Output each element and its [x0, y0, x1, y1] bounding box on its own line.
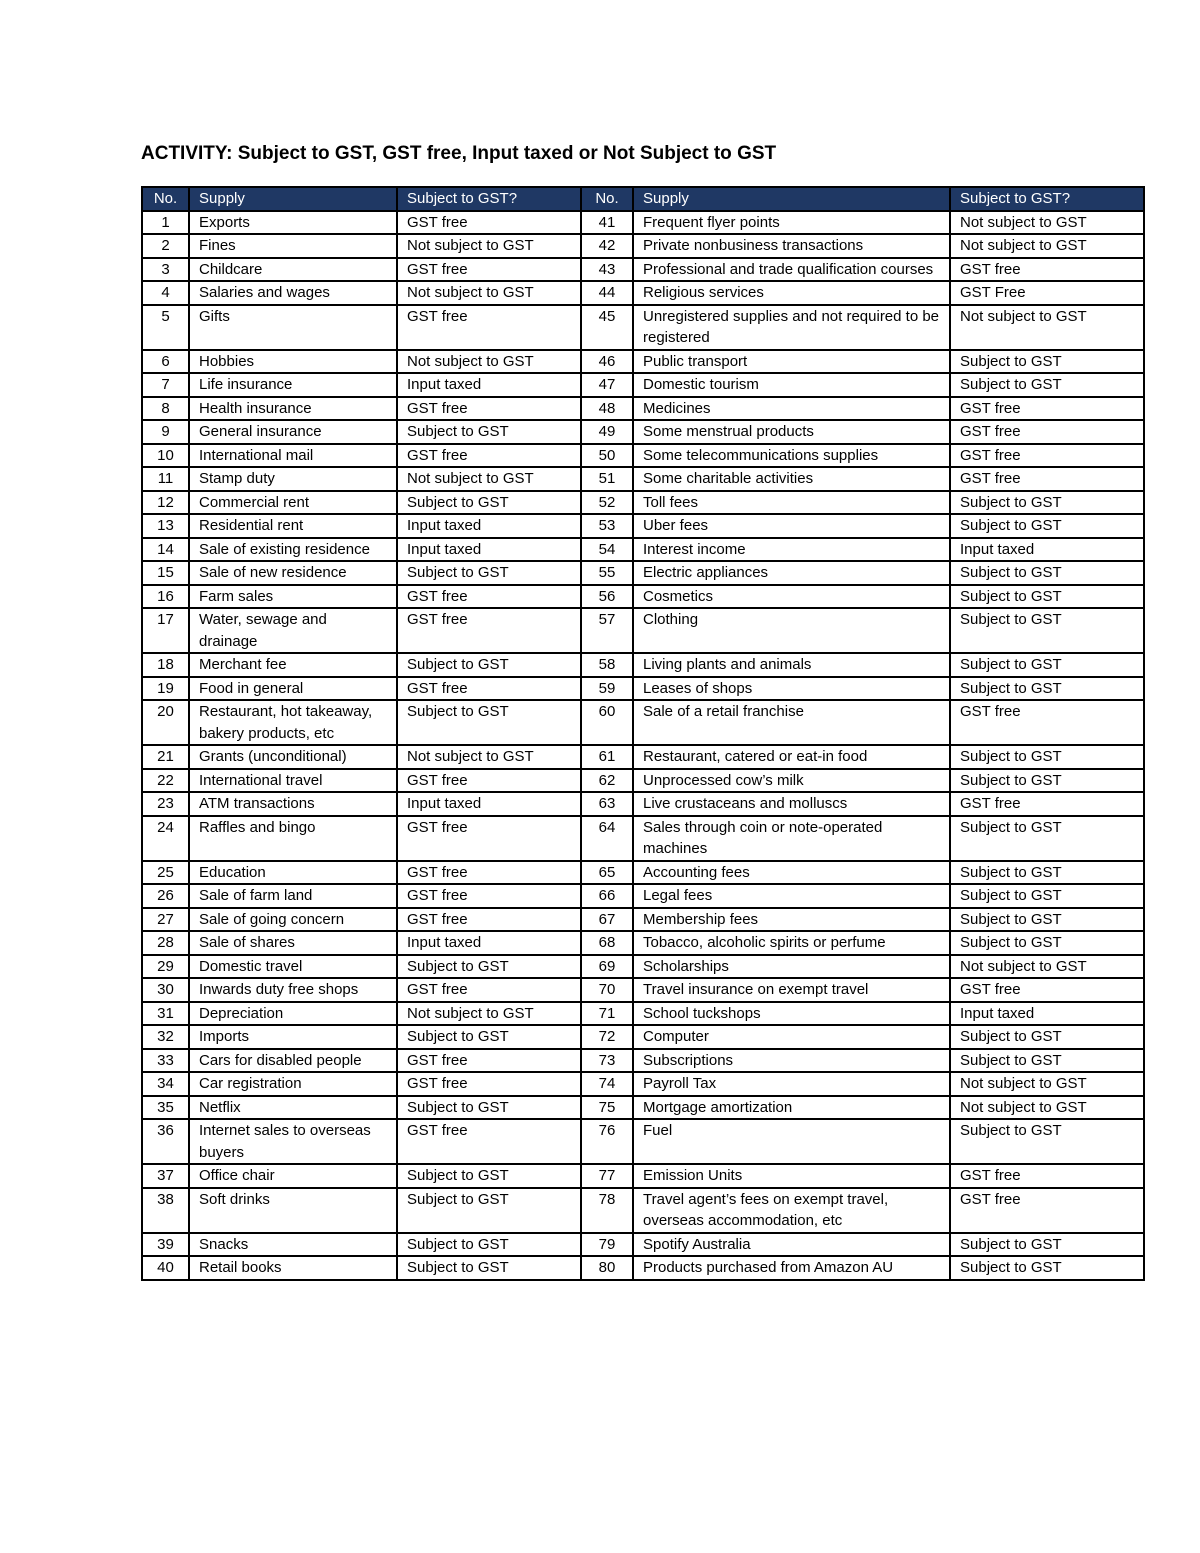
supply-name: International travel [189, 769, 397, 793]
supply-name: Internet sales to overseas buyers [189, 1119, 397, 1164]
row-number: 29 [142, 955, 189, 979]
gst-status: Subject to GST [950, 350, 1144, 374]
supply-name: Religious services [633, 281, 950, 305]
gst-status: Subject to GST [950, 769, 1144, 793]
supply-name: Professional and trade qualification courses [633, 258, 950, 282]
row-number: 15 [142, 561, 189, 585]
supply-name: Products purchased from Amazon AU [633, 1256, 950, 1280]
row-number: 63 [581, 792, 633, 816]
supply-name: Education [189, 861, 397, 885]
row-number: 71 [581, 1002, 633, 1026]
supply-name: Food in general [189, 677, 397, 701]
gst-status: Input taxed [397, 538, 581, 562]
gst-status: Subject to GST [950, 861, 1144, 885]
row-number: 12 [142, 491, 189, 515]
supply-name: Sale of a retail franchise [633, 700, 950, 745]
row-number: 31 [142, 1002, 189, 1026]
supply-name: Residential rent [189, 514, 397, 538]
gst-status: Subject to GST [950, 1256, 1144, 1280]
gst-status: GST free [950, 1188, 1144, 1233]
supply-name: Office chair [189, 1164, 397, 1188]
supply-name: Fuel [633, 1119, 950, 1164]
supply-name: Fines [189, 234, 397, 258]
page-title: ACTIVITY: Subject to GST, GST free, Input taxed or Not Subject to GST [141, 143, 777, 164]
table-row [142, 234, 1144, 258]
supply-name: Uber fees [633, 514, 950, 538]
row-number: 23 [142, 792, 189, 816]
supply-name: Tobacco, alcoholic spirits or perfume [633, 931, 950, 955]
supply-name: Commercial rent [189, 491, 397, 515]
table-row [142, 444, 1144, 468]
row-number: 30 [142, 978, 189, 1002]
table-row [142, 1164, 1144, 1188]
gst-status: GST free [397, 1049, 581, 1073]
row-number: 7 [142, 373, 189, 397]
supply-name: Car registration [189, 1072, 397, 1096]
table-row [142, 608, 1144, 653]
supply-name: Merchant fee [189, 653, 397, 677]
gst-status: Subject to GST [397, 561, 581, 585]
supply-name: School tuckshops [633, 1002, 950, 1026]
row-number: 53 [581, 514, 633, 538]
row-number: 34 [142, 1072, 189, 1096]
supply-name: Domestic travel [189, 955, 397, 979]
row-number: 67 [581, 908, 633, 932]
table-row [142, 211, 1144, 235]
gst-status: Not subject to GST [397, 467, 581, 491]
supply-name: Emission Units [633, 1164, 950, 1188]
row-number: 46 [581, 350, 633, 374]
table-row [142, 1002, 1144, 1026]
table-row [142, 955, 1144, 979]
supply-name: Some menstrual products [633, 420, 950, 444]
gst-status: GST free [950, 258, 1144, 282]
row-number: 35 [142, 1096, 189, 1120]
gst-status: Subject to GST [950, 653, 1144, 677]
gst-status: Subject to GST [397, 1233, 581, 1257]
gst-status: Input taxed [397, 514, 581, 538]
row-number: 47 [581, 373, 633, 397]
gst-status: GST free [950, 792, 1144, 816]
row-number: 26 [142, 884, 189, 908]
table-row [142, 397, 1144, 421]
supply-name: Accounting fees [633, 861, 950, 885]
supply-name: Leases of shops [633, 677, 950, 701]
row-number: 16 [142, 585, 189, 609]
table-row [142, 792, 1144, 816]
header-no-right: No. [581, 187, 633, 211]
gst-status: Input taxed [950, 538, 1144, 562]
header-supply-right: Supply [633, 187, 950, 211]
gst-status: GST free [397, 884, 581, 908]
gst-status: Subject to GST [950, 1049, 1144, 1073]
row-number: 65 [581, 861, 633, 885]
gst-status: GST free [950, 700, 1144, 745]
row-number: 28 [142, 931, 189, 955]
supply-name: Toll fees [633, 491, 950, 515]
supply-name: Snacks [189, 1233, 397, 1257]
gst-status: GST free [397, 978, 581, 1002]
table-row [142, 745, 1144, 769]
row-number: 52 [581, 491, 633, 515]
supply-name: Sale of farm land [189, 884, 397, 908]
row-number: 62 [581, 769, 633, 793]
gst-status: Not subject to GST [397, 281, 581, 305]
row-number: 40 [142, 1256, 189, 1280]
row-number: 59 [581, 677, 633, 701]
table-row [142, 1233, 1144, 1257]
table-row [142, 978, 1144, 1002]
gst-status: GST free [397, 608, 581, 653]
gst-status: Input taxed [397, 931, 581, 955]
row-number: 9 [142, 420, 189, 444]
supply-name: Public transport [633, 350, 950, 374]
supply-name: Travel agent’s fees on exempt travel, overseas accommodation, etc [633, 1188, 950, 1233]
supply-name: ATM transactions [189, 792, 397, 816]
row-number: 80 [581, 1256, 633, 1280]
gst-status: Subject to GST [950, 884, 1144, 908]
gst-status: GST free [397, 258, 581, 282]
row-number: 58 [581, 653, 633, 677]
table-row [142, 538, 1144, 562]
row-number: 24 [142, 816, 189, 861]
gst-status: GST free [950, 467, 1144, 491]
row-number: 37 [142, 1164, 189, 1188]
supply-name: Frequent flyer points [633, 211, 950, 235]
gst-status: GST free [397, 444, 581, 468]
table-row [142, 677, 1144, 701]
gst-status: Input taxed [397, 373, 581, 397]
gst-status: GST free [950, 1164, 1144, 1188]
row-number: 39 [142, 1233, 189, 1257]
supply-name: Imports [189, 1025, 397, 1049]
gst-status: Input taxed [397, 792, 581, 816]
table-row [142, 700, 1144, 745]
row-number: 32 [142, 1025, 189, 1049]
header-no-left: No. [142, 187, 189, 211]
table-row [142, 816, 1144, 861]
row-number: 75 [581, 1096, 633, 1120]
gst-status: Subject to GST [950, 608, 1144, 653]
row-number: 33 [142, 1049, 189, 1073]
supply-name: Subscriptions [633, 1049, 950, 1073]
supply-name: Netflix [189, 1096, 397, 1120]
header-status-right: Subject to GST? [950, 187, 1144, 211]
gst-status: GST free [397, 397, 581, 421]
gst-status: Subject to GST [950, 677, 1144, 701]
table-row [142, 585, 1144, 609]
gst-status: Not subject to GST [950, 305, 1144, 350]
gst-status: Subject to GST [397, 1188, 581, 1233]
supply-name: Domestic tourism [633, 373, 950, 397]
gst-status: Subject to GST [397, 1025, 581, 1049]
row-number: 38 [142, 1188, 189, 1233]
table-row [142, 653, 1144, 677]
row-number: 20 [142, 700, 189, 745]
row-number: 42 [581, 234, 633, 258]
table-row [142, 884, 1144, 908]
row-number: 64 [581, 816, 633, 861]
gst-status: Subject to GST [950, 514, 1144, 538]
table-row [142, 1119, 1144, 1164]
supply-name: General insurance [189, 420, 397, 444]
table-row [142, 373, 1144, 397]
supply-name: Hobbies [189, 350, 397, 374]
gst-status: Not subject to GST [397, 745, 581, 769]
row-number: 66 [581, 884, 633, 908]
row-number: 11 [142, 467, 189, 491]
table-row [142, 1188, 1144, 1233]
supply-name: Interest income [633, 538, 950, 562]
row-number: 45 [581, 305, 633, 350]
gst-status: Subject to GST [950, 745, 1144, 769]
supply-name: Live crustaceans and molluscs [633, 792, 950, 816]
row-number: 54 [581, 538, 633, 562]
row-number: 4 [142, 281, 189, 305]
supply-name: Gifts [189, 305, 397, 350]
supply-name: Sale of existing residence [189, 538, 397, 562]
row-number: 21 [142, 745, 189, 769]
row-number: 78 [581, 1188, 633, 1233]
supply-name: Raffles and bingo [189, 816, 397, 861]
supply-name: Membership fees [633, 908, 950, 932]
row-number: 41 [581, 211, 633, 235]
row-number: 49 [581, 420, 633, 444]
supply-name: Stamp duty [189, 467, 397, 491]
gst-status: GST free [397, 211, 581, 235]
gst-status: GST free [397, 816, 581, 861]
gst-status: Subject to GST [397, 420, 581, 444]
supply-name: Depreciation [189, 1002, 397, 1026]
supply-name: International mail [189, 444, 397, 468]
gst-status: Subject to GST [950, 585, 1144, 609]
row-number: 6 [142, 350, 189, 374]
row-number: 73 [581, 1049, 633, 1073]
gst-status: GST free [397, 585, 581, 609]
supply-name: Sale of new residence [189, 561, 397, 585]
row-number: 68 [581, 931, 633, 955]
gst-status: GST free [397, 769, 581, 793]
gst-status: Subject to GST [397, 1256, 581, 1280]
table-row [142, 1072, 1144, 1096]
row-number: 76 [581, 1119, 633, 1164]
row-number: 2 [142, 234, 189, 258]
supply-name: Private nonbusiness transactions [633, 234, 950, 258]
gst-status: Not subject to GST [950, 1096, 1144, 1120]
gst-status: Subject to GST [950, 931, 1144, 955]
gst-status: GST free [950, 397, 1144, 421]
row-number: 27 [142, 908, 189, 932]
supply-name: Electric appliances [633, 561, 950, 585]
gst-status: GST free [950, 444, 1144, 468]
row-number: 1 [142, 211, 189, 235]
supply-name: Inwards duty free shops [189, 978, 397, 1002]
table-row [142, 420, 1144, 444]
supply-name: Legal fees [633, 884, 950, 908]
table-row [142, 1049, 1144, 1073]
gst-status: Subject to GST [950, 373, 1144, 397]
row-number: 61 [581, 745, 633, 769]
gst-status: Subject to GST [397, 491, 581, 515]
table-row [142, 305, 1144, 350]
row-number: 19 [142, 677, 189, 701]
table-row [142, 281, 1144, 305]
gst-status: GST free [397, 1119, 581, 1164]
row-number: 36 [142, 1119, 189, 1164]
supply-name: Cosmetics [633, 585, 950, 609]
supply-name: Spotify Australia [633, 1233, 950, 1257]
gst-status: GST Free [950, 281, 1144, 305]
row-number: 44 [581, 281, 633, 305]
row-number: 56 [581, 585, 633, 609]
row-number: 43 [581, 258, 633, 282]
row-number: 51 [581, 467, 633, 491]
supply-name: Soft drinks [189, 1188, 397, 1233]
supply-name: Health insurance [189, 397, 397, 421]
gst-status: Subject to GST [950, 816, 1144, 861]
supply-name: Scholarships [633, 955, 950, 979]
supply-name: Childcare [189, 258, 397, 282]
row-number: 74 [581, 1072, 633, 1096]
row-number: 60 [581, 700, 633, 745]
supply-name: Farm sales [189, 585, 397, 609]
supply-name: Cars for disabled people [189, 1049, 397, 1073]
supply-name: Some telecommunications supplies [633, 444, 950, 468]
supply-name: Sales through coin or note-operated machines [633, 816, 950, 861]
supply-name: Grants (unconditional) [189, 745, 397, 769]
gst-status: GST free [397, 1072, 581, 1096]
row-number: 72 [581, 1025, 633, 1049]
gst-status: Subject to GST [950, 1233, 1144, 1257]
supply-name: Sale of shares [189, 931, 397, 955]
supply-name: Life insurance [189, 373, 397, 397]
gst-status: Subject to GST [950, 908, 1144, 932]
gst-status: Subject to GST [397, 700, 581, 745]
row-number: 50 [581, 444, 633, 468]
row-number: 70 [581, 978, 633, 1002]
gst-status: Subject to GST [397, 653, 581, 677]
row-number: 25 [142, 861, 189, 885]
gst-activity-table [141, 186, 1145, 1281]
row-number: 18 [142, 653, 189, 677]
gst-status: Subject to GST [950, 1119, 1144, 1164]
supply-name: Restaurant, catered or eat-in food [633, 745, 950, 769]
table-row [142, 350, 1144, 374]
gst-status: GST free [397, 305, 581, 350]
gst-status: Not subject to GST [397, 234, 581, 258]
row-number: 13 [142, 514, 189, 538]
gst-status: Not subject to GST [950, 234, 1144, 258]
gst-status: Not subject to GST [950, 211, 1144, 235]
supply-name: Retail books [189, 1256, 397, 1280]
header-status-left: Subject to GST? [397, 187, 581, 211]
table-row [142, 514, 1144, 538]
table-row [142, 467, 1144, 491]
gst-status: GST free [397, 677, 581, 701]
supply-name: Clothing [633, 608, 950, 653]
supply-name: Medicines [633, 397, 950, 421]
row-number: 8 [142, 397, 189, 421]
row-number: 14 [142, 538, 189, 562]
supply-name: Unprocessed cow’s milk [633, 769, 950, 793]
table-row [142, 861, 1144, 885]
row-number: 22 [142, 769, 189, 793]
table-body [142, 211, 1144, 1280]
supply-name: Payroll Tax [633, 1072, 950, 1096]
table-row [142, 908, 1144, 932]
supply-name: Restaurant, hot takeaway, bakery products, etc [189, 700, 397, 745]
gst-status: Subject to GST [397, 955, 581, 979]
row-number: 3 [142, 258, 189, 282]
gst-status: Subject to GST [397, 1164, 581, 1188]
supply-name: Travel insurance on exempt travel [633, 978, 950, 1002]
gst-status: Subject to GST [397, 1096, 581, 1120]
gst-status: GST free [950, 978, 1144, 1002]
table-row [142, 258, 1144, 282]
gst-status: Subject to GST [950, 491, 1144, 515]
supply-name: Water, sewage and drainage [189, 608, 397, 653]
gst-status: Not subject to GST [950, 955, 1144, 979]
row-number: 79 [581, 1233, 633, 1257]
row-number: 57 [581, 608, 633, 653]
gst-status: Subject to GST [950, 1025, 1144, 1049]
supply-name: Unregistered supplies and not required to be registered [633, 305, 950, 350]
table-row [142, 561, 1144, 585]
table-header-row [142, 187, 1144, 211]
supply-name: Exports [189, 211, 397, 235]
table-row [142, 1256, 1144, 1280]
row-number: 10 [142, 444, 189, 468]
gst-status: GST free [397, 908, 581, 932]
supply-name: Salaries and wages [189, 281, 397, 305]
table-row [142, 1096, 1144, 1120]
supply-name: Sale of going concern [189, 908, 397, 932]
supply-name: Some charitable activities [633, 467, 950, 491]
row-number: 17 [142, 608, 189, 653]
gst-status: Not subject to GST [397, 1002, 581, 1026]
row-number: 69 [581, 955, 633, 979]
supply-name: Computer [633, 1025, 950, 1049]
row-number: 5 [142, 305, 189, 350]
row-number: 77 [581, 1164, 633, 1188]
supply-name: Mortgage amortization [633, 1096, 950, 1120]
gst-status: GST free [397, 861, 581, 885]
row-number: 55 [581, 561, 633, 585]
table-row [142, 1025, 1144, 1049]
gst-status: Input taxed [950, 1002, 1144, 1026]
gst-status: Not subject to GST [950, 1072, 1144, 1096]
table-row [142, 769, 1144, 793]
gst-status: Not subject to GST [397, 350, 581, 374]
row-number: 48 [581, 397, 633, 421]
gst-status: GST free [950, 420, 1144, 444]
header-supply-left: Supply [189, 187, 397, 211]
supply-name: Living plants and animals [633, 653, 950, 677]
table-row [142, 491, 1144, 515]
gst-status: Subject to GST [950, 561, 1144, 585]
table-row [142, 931, 1144, 955]
